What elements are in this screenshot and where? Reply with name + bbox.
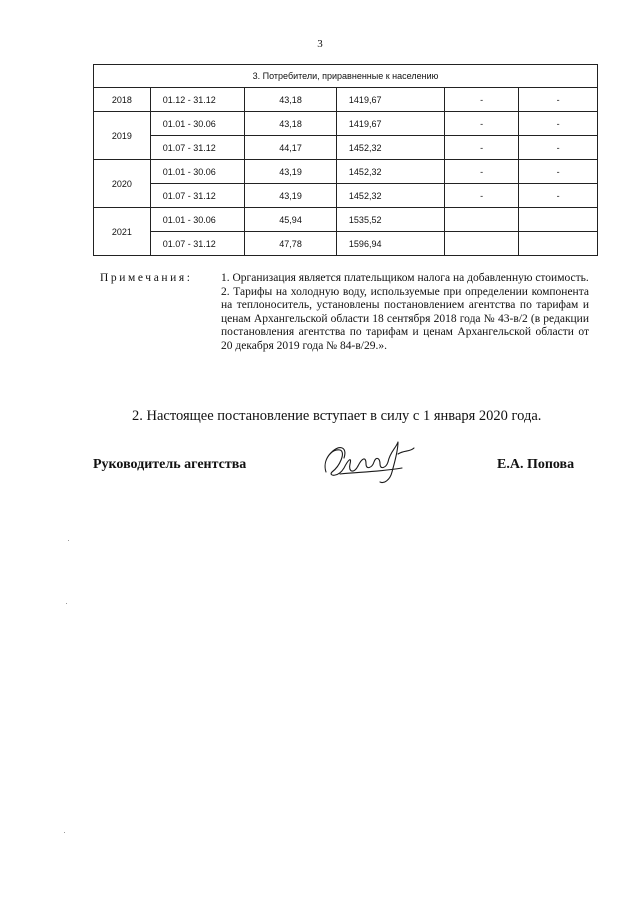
- decree-clause: 2. Настоящее постановление вступает в силу с 1 января 2020 года.: [132, 408, 542, 424]
- period-cell: 01.01 - 30.06: [150, 160, 245, 184]
- scan-speck: [64, 832, 65, 833]
- table-row: [94, 136, 598, 160]
- table-row: [94, 208, 598, 232]
- signer-title: Руководитель агентства: [93, 457, 247, 472]
- note-item: 2. Тарифы на холодную воду, используемые при определении компонента на теплоноситель, установлены постановлением агентства по тарифам и ценам Архангельской области 18 сентября 2018 года № 43-в/2 (в редакции постановления агентства по тарифам и ценам Архангельской области от 20 декабря 2019 года № 84-в/29.».: [221, 285, 589, 352]
- notes-label: Примечания:: [100, 272, 193, 284]
- page-number: 3: [317, 38, 323, 50]
- notes-body: [221, 272, 589, 353]
- year-cell: 2019: [94, 112, 151, 160]
- value-cell: -: [444, 184, 518, 208]
- year-cell: 2021: [94, 208, 151, 256]
- period-cell: 01.12 - 31.12: [150, 88, 245, 112]
- value-cell: [444, 232, 518, 256]
- table-section-row: [94, 65, 598, 88]
- value-cell: [519, 232, 598, 256]
- value-cell: 1419,67: [336, 88, 444, 112]
- value-cell: -: [444, 88, 518, 112]
- value-cell: 1596,94: [336, 232, 444, 256]
- value-cell: 1535,52: [336, 208, 444, 232]
- scan-speck: [66, 603, 67, 604]
- value-cell: -: [444, 136, 518, 160]
- tariff-table: [93, 64, 598, 256]
- value-cell: 47,78: [245, 232, 337, 256]
- value-cell: -: [519, 88, 598, 112]
- value-cell: -: [444, 112, 518, 136]
- table-row: [94, 232, 598, 256]
- value-cell: 1452,32: [336, 160, 444, 184]
- value-cell: 1419,67: [336, 112, 444, 136]
- value-cell: 45,94: [245, 208, 337, 232]
- value-cell: -: [444, 160, 518, 184]
- period-cell: 01.07 - 31.12: [150, 232, 245, 256]
- value-cell: -: [519, 160, 598, 184]
- scan-speck: [68, 540, 69, 541]
- value-cell: [519, 208, 598, 232]
- value-cell: [444, 208, 518, 232]
- table-row: [94, 160, 598, 184]
- value-cell: 43,18: [245, 112, 337, 136]
- signer-name: Е.А. Попова: [497, 457, 575, 472]
- value-cell: 43,18: [245, 88, 337, 112]
- value-cell: 1452,32: [336, 136, 444, 160]
- value-cell: -: [519, 184, 598, 208]
- period-cell: 01.07 - 31.12: [150, 136, 245, 160]
- table-row: [94, 112, 598, 136]
- value-cell: 1452,32: [336, 184, 444, 208]
- value-cell: -: [519, 112, 598, 136]
- period-cell: 01.01 - 30.06: [150, 112, 245, 136]
- note-item: 1. Организация является плательщиком налога на добавленную стоимость.: [221, 272, 589, 284]
- value-cell: 43,19: [245, 184, 337, 208]
- table-row: [94, 184, 598, 208]
- handwritten-signature: [318, 438, 428, 488]
- period-cell: 01.01 - 30.06: [150, 208, 245, 232]
- year-cell: 2018: [94, 88, 151, 112]
- value-cell: 43,19: [245, 160, 337, 184]
- value-cell: -: [519, 136, 598, 160]
- value-cell: 44,17: [245, 136, 337, 160]
- table-section-title: 3. Потребители, приравненные к населению: [94, 65, 598, 88]
- table-row: [94, 88, 598, 112]
- year-cell: 2020: [94, 160, 151, 208]
- period-cell: 01.07 - 31.12: [150, 184, 245, 208]
